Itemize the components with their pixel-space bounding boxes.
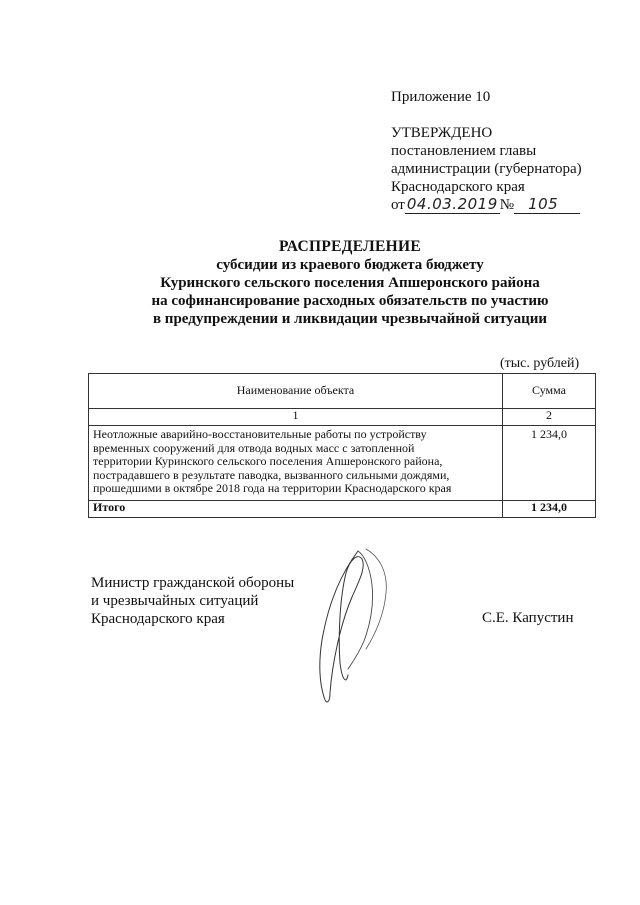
decree-date-field — [405, 196, 500, 214]
title-heading: РАСПРЕДЕЛЕНИЕ — [279, 238, 421, 255]
object-name-cell — [89, 426, 503, 501]
decree-number-value: 105 — [528, 195, 559, 213]
units-label: (тыс. рублей) — [500, 356, 580, 371]
approval-block — [391, 88, 616, 214]
title-line-1: субсидии из краевого бюджета бюджету — [216, 257, 484, 273]
approval-line-3: Краснодарского края — [391, 179, 525, 195]
object-name-line: временных сооружений для отвода водных масс с затопленной — [93, 440, 415, 455]
title-line-4: в предупреждении и ликвидации чрезвычайной ситуации — [152, 311, 548, 327]
number-prefix: № — [499, 197, 515, 213]
approval-line-1: постановлением главы — [391, 143, 537, 159]
table-row — [89, 426, 596, 501]
total-label: Итого — [89, 501, 503, 518]
approved-label: УТВЕРЖДЕНО — [391, 125, 493, 141]
signatory-name: С.Е. Капустин — [482, 610, 574, 626]
distribution-table — [88, 373, 596, 518]
title-line-3: на софинансирование расходных обязательств по участию — [151, 293, 549, 309]
object-name-line: прошедшими в октябре 2018 года на территории Краснодарского края — [93, 481, 452, 495]
decree-date-line — [391, 196, 616, 214]
object-name-line: территории Куринского сельского поселения Апшеронского района, — [93, 454, 443, 468]
document-title — [60, 238, 640, 328]
decree-date-value: 04.03.2019 — [406, 195, 498, 213]
column-number-1: 1 — [89, 409, 503, 426]
table-header-row — [89, 374, 596, 409]
signatory-line-2: и чрезвычайных ситуаций — [91, 593, 259, 609]
handwritten-signature — [300, 545, 420, 710]
header-amount: Сумма — [503, 374, 596, 409]
approval-line-2: администрации (губернатора) — [391, 161, 582, 177]
object-name-line: пострадавшего в результате паводка, вызванного сильными дождями, — [93, 467, 450, 482]
header-object-name: Наименование объекта — [89, 374, 503, 409]
title-line-2: Куринского сельского поселения Апшеронского района — [160, 275, 540, 291]
total-amount: 1 234,0 — [503, 501, 596, 518]
date-prefix: от — [391, 197, 405, 213]
column-number-2: 2 — [503, 409, 596, 426]
signatory-line-1: Министр гражданской обороны — [91, 575, 295, 591]
signatory-position — [91, 574, 294, 628]
signatory-line-3: Краснодарского края — [91, 611, 225, 627]
object-name-line: Неотложные аварийно-восстановительные работы по устройству — [93, 427, 427, 441]
amount-cell: 1 234,0 — [503, 426, 596, 501]
attachment-label: Приложение 10 — [391, 89, 491, 105]
decree-number-field — [514, 196, 580, 214]
total-row — [89, 501, 596, 518]
column-number-row — [89, 409, 596, 426]
